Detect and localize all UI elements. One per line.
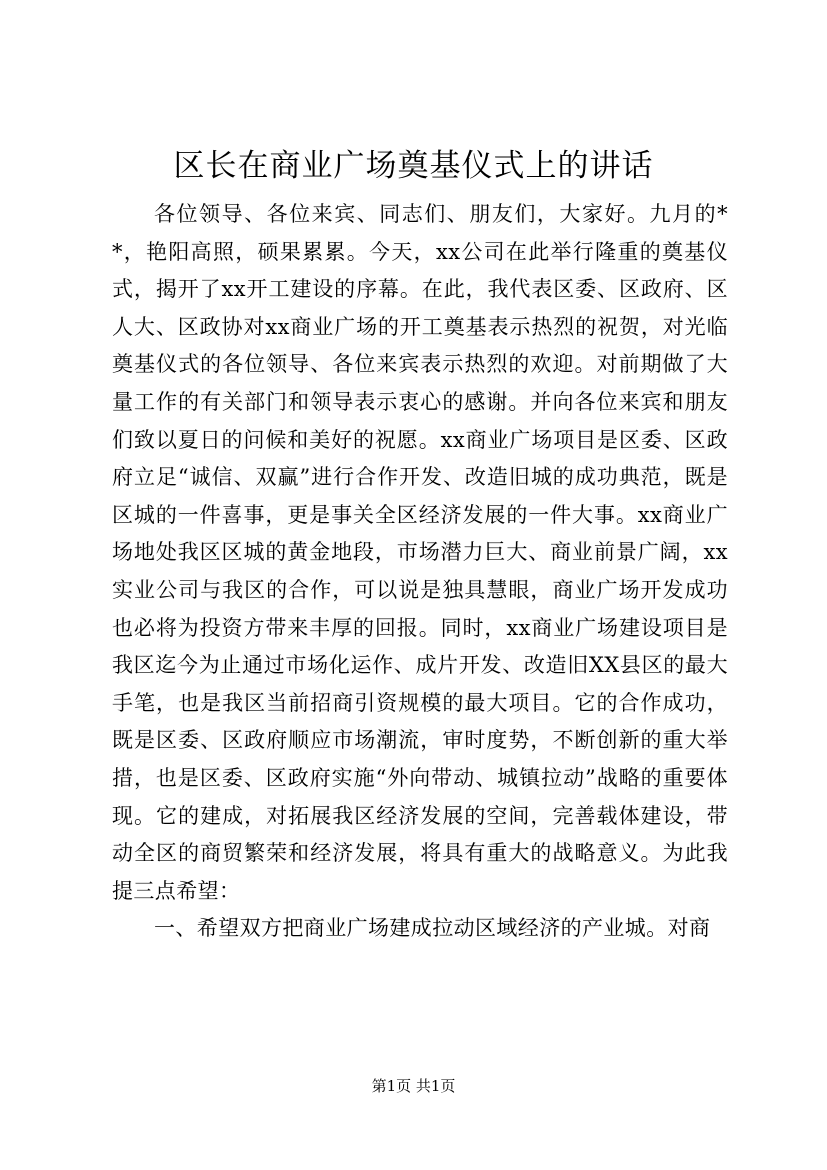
- document-title: 区长在商业广场奠基仪式上的讲话: [173, 148, 654, 184]
- document-body: [112, 196, 728, 948]
- paragraph-2: 一、希望双方把商业广场建成拉动区域经济的产业城。对商: [154, 916, 711, 941]
- page-footer: 第1页 共1页: [371, 1077, 456, 1095]
- paragraph-1: 各位领导、各位来宾、同志们、朋友们，大家好。九月的**，艳阳高照，硕果累累。今天，xx公司在此举行隆重的奠基仪式，揭开了xx开工建设的序幕。在此，我代表区委、区政府、区人大、区政协对xx商业广场的开工奠基表示热烈的祝贺，对光临奠基仪式的各位领导、各位来宾表示热烈的欢迎。对前期做了大量工作的有关部门和领导表示衷心的感谢。并向各位来宾和朋友们致以夏日的问候和美好的祝愿。xx商业广场项目是区委、区政府立足“诚信、双赢”进行合作开发、改造旧城的成功典范，既是区城的一件喜事，更是事关全区经济发展的一件大事。xx商业广场地处我区区城的黄金地段，市场潜力巨大、商业前景广阔，xx实业公司与我区的合作，可以说是独具慧眼，商业广场开发成功也必将为投资方带来丰厚的回报。同时，xx商业广场建设项目是我区迄今为止通过市场化运作、成片开发、改造旧XX县区的最大手笔，也是我区当前招商引资规模的最大项目。它的合作成功，既是区委、区政府顺应市场潮流，审时度势，不断创新的重大举措，也是区委、区政府实施“外向带动、城镇拉动”战略的重要体现。它的建成，对拓展我区经济发展的空间，完善载体建设，带动全区的商贸繁荣和经济发展，将具有重大的战略意义。为此我提三点希望：: [112, 202, 728, 903]
